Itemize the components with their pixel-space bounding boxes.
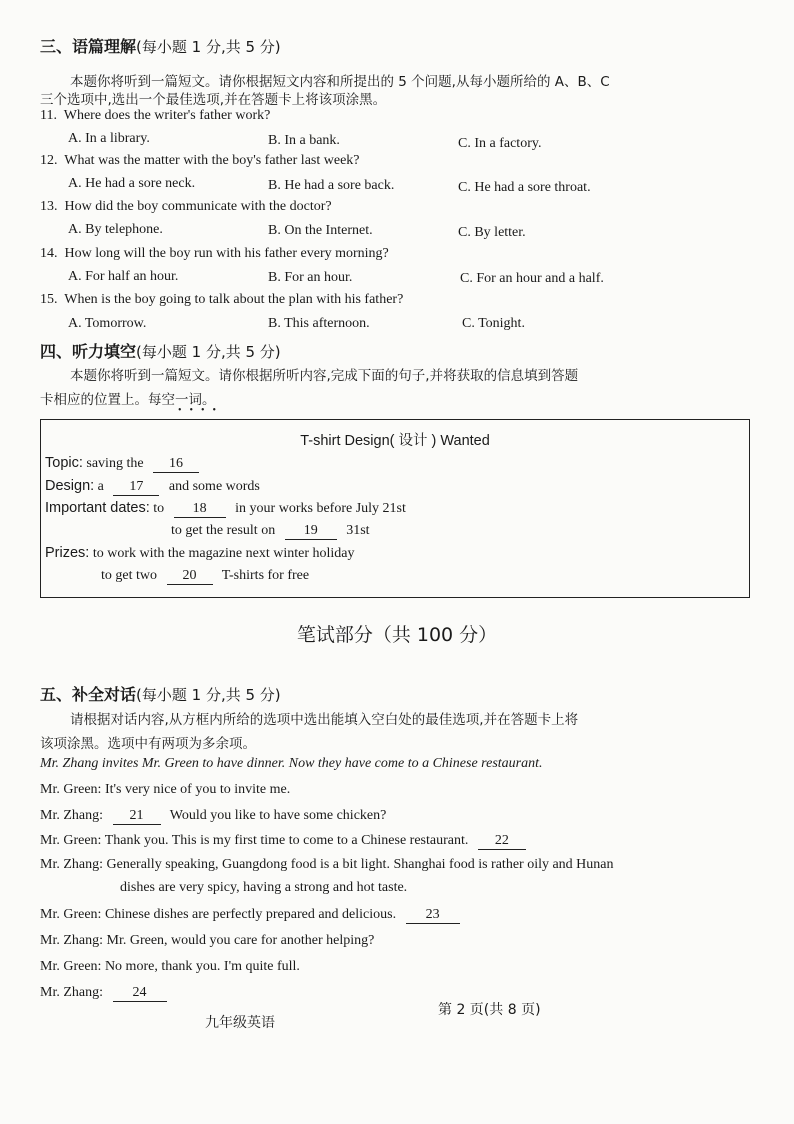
- option-12-a: A. He had a sore neck.: [68, 176, 196, 191]
- question-15: [40, 292, 403, 308]
- blank-18[interactable]: 18: [174, 501, 226, 518]
- section-4-heading: [40, 339, 281, 362]
- line-text: Thank you. This is my first time to come to a Chinese restaurant.: [104, 833, 469, 848]
- option-13-a: A. By telephone.: [68, 222, 163, 237]
- section-4-instruction-2: 卡相应的位置上。每空一词。: [40, 392, 216, 408]
- speaker: Mr. Green:: [40, 959, 102, 974]
- dialogue-line-7: [40, 959, 300, 975]
- dialogue-line-4-cont: dishes are very spicy, having a strong and hot taste.: [120, 880, 408, 895]
- section-5-instruction-1: 请根据对话内容,从方框内所给的选项中选出能填入空白处的最佳选项,并在答题卡上将: [70, 712, 579, 728]
- section-3-instruction-1: 本题你将听到一篇短文。请你根据短文内容和所提出的 5 个问题,从每小题所给的 A、B、C: [70, 74, 610, 90]
- section-4-title: 四、听力填空: [40, 342, 137, 361]
- box-dates-row-2: to get the result on 19 31st: [171, 523, 370, 538]
- option-15-c: C. Tonight.: [462, 316, 525, 331]
- dialogue-scene: Mr. Zhang invites Mr. Green to have dinner. Now they have come to a Chinese restaurant.: [40, 756, 543, 771]
- emphasized-text: 每空一词: [148, 392, 202, 408]
- blank-20[interactable]: 20: [167, 568, 213, 585]
- dialogue-line-8: [40, 985, 173, 1002]
- topic-text: saving the: [86, 456, 144, 471]
- blank-17[interactable]: 17: [113, 479, 159, 496]
- question-11: [40, 108, 270, 124]
- line-text: Chinese dishes are perfectly prepared and delicious.: [104, 907, 397, 922]
- dialogue-line-5: [40, 907, 466, 924]
- speaker: Mr. Green:: [40, 907, 102, 922]
- speaker: Mr. Zhang:: [40, 857, 103, 872]
- option-12-b: B. He had a sore back.: [268, 178, 395, 193]
- question-text: How did the boy communicate with the doctor?: [64, 199, 332, 214]
- tshirt-design-box: [40, 419, 750, 598]
- dialogue-line-4: [40, 857, 614, 873]
- blank-24[interactable]: 24: [113, 985, 167, 1002]
- section-3-points: (每小题 1 分,共 5 分): [136, 38, 281, 56]
- section-4-points: (每小题 1 分,共 5 分): [136, 343, 281, 361]
- line-text: It's very nice of you to invite me.: [104, 782, 291, 797]
- section-4-instruction-1: 本题你将听到一篇短文。请你根据所听内容,完成下面的句子,并将获取的信息填到答题: [70, 368, 579, 384]
- speaker: Mr. Green:: [40, 833, 102, 848]
- dialogue-line-3: [40, 833, 532, 850]
- topic-label: Topic:: [45, 455, 83, 471]
- option-11-c: C. In a factory.: [458, 136, 542, 151]
- box-topic-row: [45, 455, 205, 473]
- question-14: [40, 246, 389, 262]
- question-number: 14.: [40, 246, 58, 261]
- option-15-a: A. Tomorrow.: [68, 316, 147, 331]
- question-number: 15.: [40, 292, 58, 307]
- question-13: [40, 199, 332, 215]
- dialogue-line-1: [40, 782, 290, 798]
- option-14-c: C. For an hour and a half.: [460, 271, 604, 286]
- dialogue-line-2: [40, 808, 386, 825]
- footer-page-number: 第 2 页(共 8 页): [438, 1002, 541, 1018]
- blank-22[interactable]: 22: [478, 833, 526, 850]
- speaker: Mr. Zhang:: [40, 933, 103, 948]
- blank-19[interactable]: 19: [285, 523, 337, 540]
- dialogue-line-6: [40, 933, 374, 949]
- section-3-heading: [40, 34, 281, 57]
- question-text: What was the matter with the boy's father last week?: [64, 153, 360, 168]
- blank-21[interactable]: 21: [113, 808, 161, 825]
- blank-23[interactable]: 23: [406, 907, 460, 924]
- box-prizes-row: Prizes: to work with the magazine next winter holiday: [45, 545, 355, 561]
- section-3-title: 三、语篇理解: [40, 37, 137, 56]
- option-12-c: C. He had a sore throat.: [458, 180, 591, 195]
- box-prizes-row-2: to get two 20 T-shirts for free: [101, 568, 310, 583]
- line-text: Would you like to have some chicken?: [169, 808, 387, 823]
- question-number: 12.: [40, 153, 58, 168]
- question-number: 11.: [40, 108, 57, 123]
- question-text: When is the boy going to talk about the plan with his father?: [64, 292, 404, 307]
- section-5-heading: [40, 682, 281, 705]
- option-15-b: B. This afternoon.: [268, 316, 370, 331]
- line-text: No more, thank you. I'm quite full.: [104, 959, 300, 974]
- question-text: Where does the writer's father work?: [63, 108, 271, 123]
- question-text: How long will the boy run with his father every morning?: [64, 246, 389, 261]
- option-11-a: A. In a library.: [68, 131, 150, 146]
- line-text: Mr. Green, would you care for another helping?: [106, 933, 375, 948]
- box-dates-row: Important dates: to 18 in your works before July 21st: [45, 500, 406, 516]
- prizes-label: Prizes:: [45, 545, 90, 561]
- section-3-instruction-2: 三个选项中,选出一个最佳选项,并在答题卡上将该项涂黑。: [40, 92, 387, 108]
- dates-label: Important dates:: [45, 500, 150, 516]
- section-5-title: 五、补全对话: [40, 685, 137, 704]
- speaker: Mr. Green:: [40, 782, 102, 797]
- option-11-b: B. In a bank.: [268, 133, 340, 148]
- box-title: T-shirt Design( 设计 ) Wanted: [300, 433, 490, 449]
- section-5-points: (每小题 1 分,共 5 分): [136, 686, 281, 704]
- option-13-b: B. On the Internet.: [268, 223, 373, 238]
- emphasis-dots: ••••: [178, 405, 225, 416]
- speaker: Mr. Zhang:: [40, 808, 103, 823]
- option-14-b: B. For an hour.: [268, 270, 353, 285]
- line-text: Generally speaking, Guangdong food is a bit light. Shanghai food is rather oily and Hunan: [106, 857, 614, 872]
- blank-16[interactable]: 16: [153, 456, 199, 473]
- option-13-c: C. By letter.: [458, 225, 526, 240]
- written-part-title: 笔试部分（共 100 分）: [296, 624, 498, 646]
- speaker: Mr. Zhang:: [40, 985, 103, 1000]
- footer-subject: 九年级英语: [205, 1015, 275, 1031]
- question-12: [40, 153, 360, 169]
- section-5-instruction-2: 该项涂黑。选项中有两项为多余项。: [40, 736, 256, 752]
- option-14-a: A. For half an hour.: [68, 269, 179, 284]
- box-design-row: Design: a 17 and some words: [45, 478, 260, 494]
- question-number: 13.: [40, 199, 58, 214]
- design-label: Design:: [45, 478, 95, 494]
